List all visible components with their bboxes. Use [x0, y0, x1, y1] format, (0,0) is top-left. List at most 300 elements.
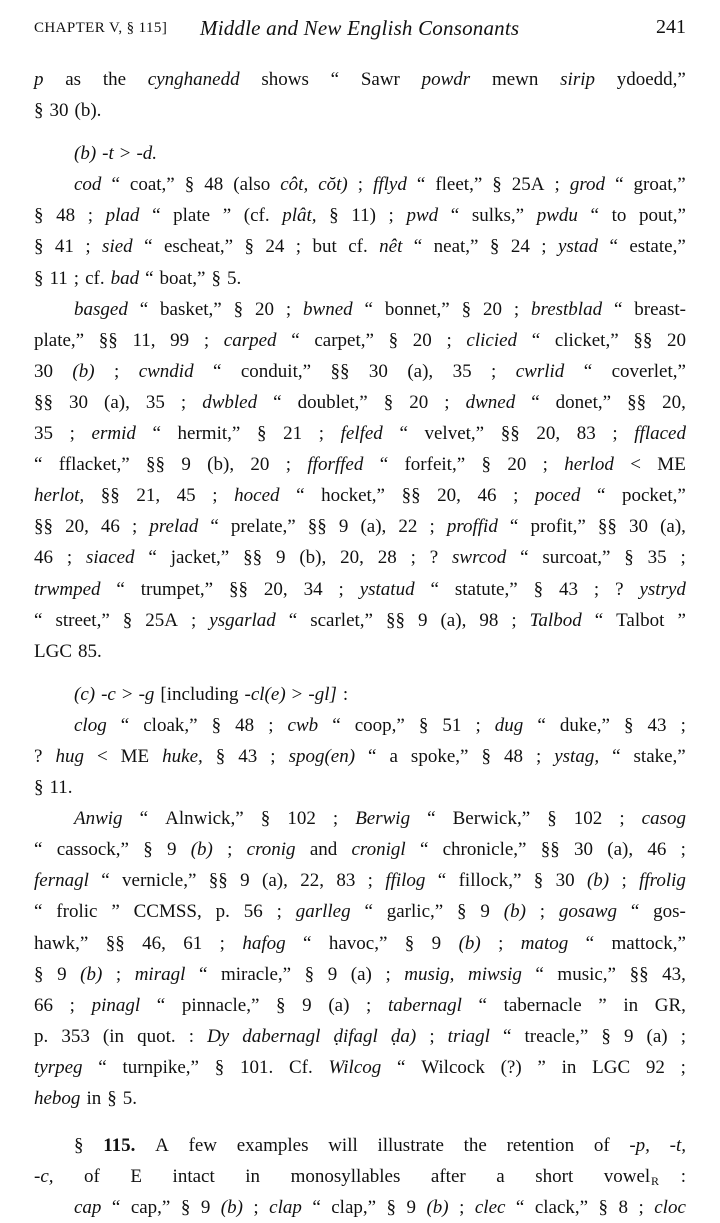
text-line-l15 — [34, 511, 686, 542]
word: ; — [69, 423, 75, 445]
word: ; — [366, 994, 372, 1016]
word: conduit,” — [240, 360, 312, 382]
word: ; — [638, 1197, 644, 1219]
word: hocket,” — [321, 485, 385, 507]
word: gosawg — [558, 901, 617, 923]
word: 30 — [34, 360, 53, 382]
text-line-l36 — [34, 1192, 686, 1223]
word: herlot, — [34, 485, 85, 507]
word: ; — [388, 205, 394, 227]
word: carpet,” — [314, 329, 374, 351]
word: ; — [444, 391, 450, 413]
word: “ — [609, 236, 618, 258]
word: § — [34, 963, 44, 985]
word: “ — [111, 1197, 121, 1219]
word: ; — [542, 454, 548, 476]
word: § — [276, 994, 286, 1016]
word: Berwick,” — [452, 808, 531, 830]
word: the — [463, 1135, 487, 1157]
word: ; — [446, 329, 452, 351]
word: § — [489, 236, 500, 258]
word: plât, — [282, 205, 317, 227]
word: LGC — [34, 640, 72, 662]
word: cf. — [348, 236, 368, 258]
word: 20 — [250, 454, 270, 476]
word: havoc,” — [328, 932, 388, 954]
word: ; — [612, 423, 618, 445]
paragraph-c-examples — [34, 710, 686, 803]
word: treacle,” — [524, 1025, 589, 1047]
word: “ — [152, 423, 161, 445]
word: § — [143, 839, 153, 861]
word: 9 — [57, 963, 67, 985]
word: § — [481, 745, 491, 767]
word: § — [623, 714, 634, 736]
word: 41 — [54, 236, 74, 258]
word: “ — [594, 609, 604, 631]
word: §§ — [98, 329, 118, 351]
word: ; — [680, 1056, 686, 1078]
word: ; — [66, 547, 73, 569]
word: velvet,” — [424, 423, 485, 445]
text-line-l8 — [34, 294, 686, 325]
word: (a), — [360, 516, 387, 538]
section-b-heading — [34, 138, 686, 169]
word: § — [329, 205, 339, 227]
word: (b) — [586, 870, 610, 892]
word: ” — [677, 609, 686, 631]
word: 35 — [647, 547, 667, 569]
word: surcoat,” — [542, 547, 611, 569]
word: (a) — [350, 963, 372, 985]
word: ystad — [557, 236, 599, 258]
word: 48 — [204, 174, 224, 196]
word: pinagl — [91, 994, 141, 1016]
word: ; — [535, 745, 542, 767]
word: “ — [34, 901, 43, 923]
word: § — [34, 267, 44, 289]
text-line-l26 — [34, 865, 686, 896]
word: brestblad — [531, 298, 603, 320]
text-line-l31 — [34, 1021, 686, 1052]
word: grod — [569, 174, 606, 196]
word: ? — [615, 578, 624, 600]
word: ; — [219, 932, 225, 954]
word: § — [107, 1088, 117, 1109]
word: hebog — [34, 1088, 81, 1109]
word: §§ — [228, 578, 248, 600]
word: ; — [410, 547, 416, 569]
word: trwmped — [34, 578, 101, 600]
word: quot. — [137, 1025, 176, 1047]
word: 48 — [235, 714, 255, 736]
word: § — [34, 777, 44, 799]
section-115-paragraph — [34, 1130, 686, 1223]
word: swrcod — [452, 547, 507, 569]
word: 30 — [69, 391, 89, 413]
word: ; — [180, 391, 187, 413]
word: fflaced — [634, 423, 686, 445]
word: powdr — [421, 69, 471, 90]
word: 11. — [49, 777, 73, 799]
word: 35 — [452, 360, 472, 382]
word: (a), — [607, 839, 634, 861]
word: fillock,” — [458, 870, 522, 892]
word: clicket,” — [554, 329, 619, 351]
word: “ — [416, 174, 426, 196]
word: 353 — [61, 1025, 90, 1047]
word: § — [601, 1025, 611, 1047]
word: 20 — [482, 298, 502, 320]
word: (b) — [458, 932, 481, 954]
text-line-l29 — [34, 959, 686, 990]
word: stake,” — [633, 745, 686, 767]
word: § — [211, 267, 221, 289]
word: 43 — [647, 714, 667, 736]
paragraph-b-examples — [34, 169, 686, 293]
word: § — [533, 578, 544, 600]
word: (a), — [660, 516, 686, 538]
word: plate,” — [34, 329, 85, 351]
word: 20, — [65, 516, 89, 538]
word: ḍifagl — [333, 1025, 378, 1047]
text-line-l14 — [34, 480, 686, 511]
word: 46, — [142, 932, 166, 954]
word: trumpet,” — [140, 578, 214, 600]
word: 20 — [255, 298, 274, 320]
word: dwned — [465, 391, 516, 413]
word: 9 — [181, 454, 191, 476]
word: Talbod — [529, 609, 582, 631]
word: cf. — [85, 267, 105, 289]
word: “ — [590, 205, 599, 227]
word: “ — [303, 932, 312, 954]
word: hawk,” — [34, 932, 89, 954]
word: § — [211, 714, 222, 736]
word: 51 — [442, 714, 462, 736]
text-line-l21 — [34, 710, 686, 741]
word: garlleg — [295, 901, 351, 923]
word: 45 — [176, 485, 196, 507]
word: § — [304, 963, 315, 985]
word: ; — [69, 994, 75, 1016]
word: -d. — [136, 143, 158, 165]
word: coat,” — [129, 174, 175, 196]
word: fflyd — [373, 174, 407, 196]
word: § — [74, 1135, 84, 1157]
word: “ — [520, 547, 529, 569]
word: 5. — [226, 267, 242, 289]
word: ? — [34, 745, 43, 767]
word: “ — [288, 609, 298, 631]
word: ; — [227, 839, 233, 861]
word: cassock,” — [56, 839, 129, 861]
word: prelate,” — [230, 516, 296, 538]
word: “ — [332, 714, 341, 736]
word: cronig — [246, 839, 296, 861]
word: §§ — [597, 516, 617, 538]
word: cap — [74, 1197, 102, 1219]
word: as — [65, 69, 82, 90]
word: 30 — [629, 516, 648, 538]
word: 11 — [49, 267, 68, 289]
word: 48 — [503, 745, 523, 767]
word: ; — [332, 808, 339, 830]
word: “ — [397, 1056, 406, 1078]
word: 20 — [507, 454, 527, 476]
word: ; — [475, 714, 481, 736]
word: 30 — [574, 839, 593, 861]
word: ystatud — [359, 578, 415, 600]
text-line-l27 — [34, 896, 686, 927]
word: § — [184, 174, 195, 196]
word: and — [309, 839, 338, 861]
word: § — [492, 174, 502, 196]
word: but — [312, 236, 337, 258]
word: tabernacle — [503, 994, 582, 1016]
word: 22, — [300, 870, 324, 892]
word: ; — [131, 516, 138, 538]
word: §§ — [330, 360, 350, 382]
word: 11) — [351, 205, 376, 227]
word: “ — [630, 901, 640, 923]
word: cwrlid — [515, 360, 565, 382]
text-line-l19 — [34, 636, 686, 667]
word: -cl(e) — [244, 683, 286, 705]
text-line-l25 — [34, 834, 686, 865]
word: in — [245, 1166, 261, 1188]
word: ; — [554, 174, 560, 196]
word: “ — [148, 547, 157, 569]
word: scarlet,” — [310, 609, 373, 631]
text-line-l6 — [34, 231, 686, 262]
word: dabernagl — [242, 1025, 321, 1047]
word: “ — [364, 901, 373, 923]
word: § — [481, 454, 491, 476]
word: short — [535, 1166, 574, 1188]
paragraph-p-continuation — [34, 64, 686, 126]
word: §§ — [307, 516, 327, 538]
word: 22 — [398, 516, 418, 538]
word: a — [496, 1166, 505, 1188]
word: groat,” — [633, 174, 686, 196]
text-line-l18 — [34, 605, 686, 636]
word: 9 — [338, 516, 349, 538]
word: (b) — [74, 143, 97, 165]
word: 9 — [623, 1025, 634, 1047]
word: “ — [364, 298, 373, 320]
word: 11, — [132, 329, 156, 351]
word: “ — [34, 609, 43, 631]
word: “ — [156, 994, 166, 1016]
word: -c — [101, 683, 116, 705]
text-line-l24 — [34, 803, 686, 834]
text-line-l5 — [34, 200, 686, 231]
word: cloc — [654, 1197, 686, 1219]
word: : — [188, 1025, 194, 1047]
word: 9 — [480, 901, 490, 923]
word: §§ — [145, 454, 165, 476]
word: p. — [215, 901, 230, 923]
word: the — [102, 69, 127, 90]
word: -t — [102, 143, 114, 165]
word: (a), — [407, 360, 434, 382]
word: ḍa) — [390, 1025, 417, 1047]
running-header — [34, 14, 686, 48]
word: coverlet,” — [611, 360, 686, 382]
word: cynghanedd — [147, 69, 240, 90]
word: mewn — [491, 69, 539, 90]
word: ; — [318, 423, 324, 445]
word: “ — [144, 236, 153, 258]
word: cŏt) — [318, 174, 348, 196]
word: cwb — [287, 714, 319, 736]
word: § — [233, 298, 244, 320]
word: “ — [120, 714, 130, 736]
text-line-l17 — [34, 574, 686, 605]
word: “ — [98, 1056, 107, 1078]
text-line-l22 — [34, 741, 686, 772]
word: Berwig — [355, 808, 411, 830]
word: clap — [269, 1197, 302, 1219]
word: ; — [511, 609, 517, 631]
word: “ — [531, 391, 540, 413]
word: tyrpeg — [34, 1056, 83, 1078]
word: 24 — [265, 236, 285, 258]
word: pwdu — [536, 205, 578, 227]
word: § — [215, 745, 226, 767]
word: 34 — [303, 578, 323, 600]
word: 35 — [34, 423, 53, 445]
word: 46 — [100, 516, 120, 538]
word: ? — [429, 547, 439, 569]
word: ; — [367, 870, 373, 892]
word: ysgarlad — [209, 609, 276, 631]
text-line-l11 — [34, 387, 686, 418]
word: pocket,” — [621, 485, 686, 507]
word: ; — [680, 839, 686, 861]
word: retention — [506, 1135, 575, 1157]
word: > — [291, 683, 303, 705]
word: clicied — [466, 329, 518, 351]
paragraph-b-more-examples — [34, 294, 686, 667]
word: § — [34, 100, 44, 122]
word: sied — [102, 236, 133, 258]
word: ; — [513, 485, 519, 507]
word: Sawr — [360, 69, 400, 90]
word: (b). — [74, 100, 102, 122]
word: (b) — [190, 839, 213, 861]
word: “ — [291, 329, 300, 351]
word: § — [260, 808, 271, 830]
word: 20 — [667, 329, 686, 351]
word: plad — [105, 205, 140, 227]
word: “ — [111, 174, 120, 196]
word: 35 — [145, 391, 165, 413]
word: “ — [419, 839, 429, 861]
word: basged — [74, 298, 128, 320]
word: §§ — [401, 485, 421, 507]
page-number: 241 — [656, 16, 686, 38]
word: “ — [615, 174, 624, 196]
word: (a) — [646, 1025, 668, 1047]
word: (b) — [80, 963, 103, 985]
word: monosyllables — [290, 1166, 401, 1188]
word: ME — [657, 454, 686, 476]
word: ; — [459, 1197, 465, 1219]
word: cronigl — [351, 839, 406, 861]
word: 30 — [555, 870, 575, 892]
word: “ — [613, 298, 623, 320]
word: huke, — [162, 745, 203, 767]
word: < — [96, 745, 108, 767]
word: 43, — [662, 963, 686, 985]
word: garlic,” — [386, 901, 444, 923]
word: cloak,” — [143, 714, 198, 736]
word: music,” — [557, 963, 616, 985]
word: “ — [583, 360, 593, 382]
word: -gl] — [308, 683, 337, 705]
word: “ — [152, 205, 161, 227]
word: (b) — [220, 1197, 243, 1219]
word: 98 — [479, 609, 499, 631]
word: § — [256, 423, 267, 445]
word: 115. — [103, 1135, 136, 1157]
text-line-l23 — [34, 772, 686, 803]
word: ; — [680, 714, 686, 736]
word: -p, — [629, 1135, 650, 1157]
word: 92 — [645, 1056, 665, 1078]
word: ystag, — [554, 745, 600, 767]
word: “ — [430, 578, 439, 600]
word: gos- — [653, 901, 686, 923]
word: ; — [357, 174, 364, 196]
word: “ — [427, 808, 436, 830]
word: carped — [223, 329, 277, 351]
word: after — [430, 1166, 466, 1188]
word: § — [418, 714, 429, 736]
word: 25A — [145, 609, 178, 631]
word: (c) — [74, 683, 96, 705]
word: ystryd — [639, 578, 686, 600]
word: Wilcog — [328, 1056, 382, 1078]
word: in — [561, 1056, 577, 1078]
word: 9 — [406, 1197, 417, 1219]
word: profit,” — [530, 516, 586, 538]
word: triagl — [447, 1025, 490, 1047]
text-line-l32 — [34, 1052, 686, 1083]
word: 20, — [340, 547, 364, 569]
word: illustrate — [377, 1135, 444, 1157]
word: § — [457, 901, 467, 923]
word: musig, — [404, 963, 455, 985]
text-line-l3 — [34, 138, 686, 169]
word: ; — [429, 516, 435, 538]
word: in — [623, 994, 639, 1016]
word: miracle,” — [220, 963, 292, 985]
word: bwned — [303, 298, 353, 320]
word: 20 — [412, 329, 432, 351]
word: 25A — [511, 174, 545, 196]
word: §§ — [540, 839, 560, 861]
word: statute,” — [454, 578, 518, 600]
word: § — [34, 236, 44, 258]
word: ; — [73, 267, 80, 289]
word: ; — [385, 963, 391, 985]
word: pout,” — [638, 205, 686, 227]
word: § — [180, 1197, 191, 1219]
word: ; — [285, 454, 292, 476]
